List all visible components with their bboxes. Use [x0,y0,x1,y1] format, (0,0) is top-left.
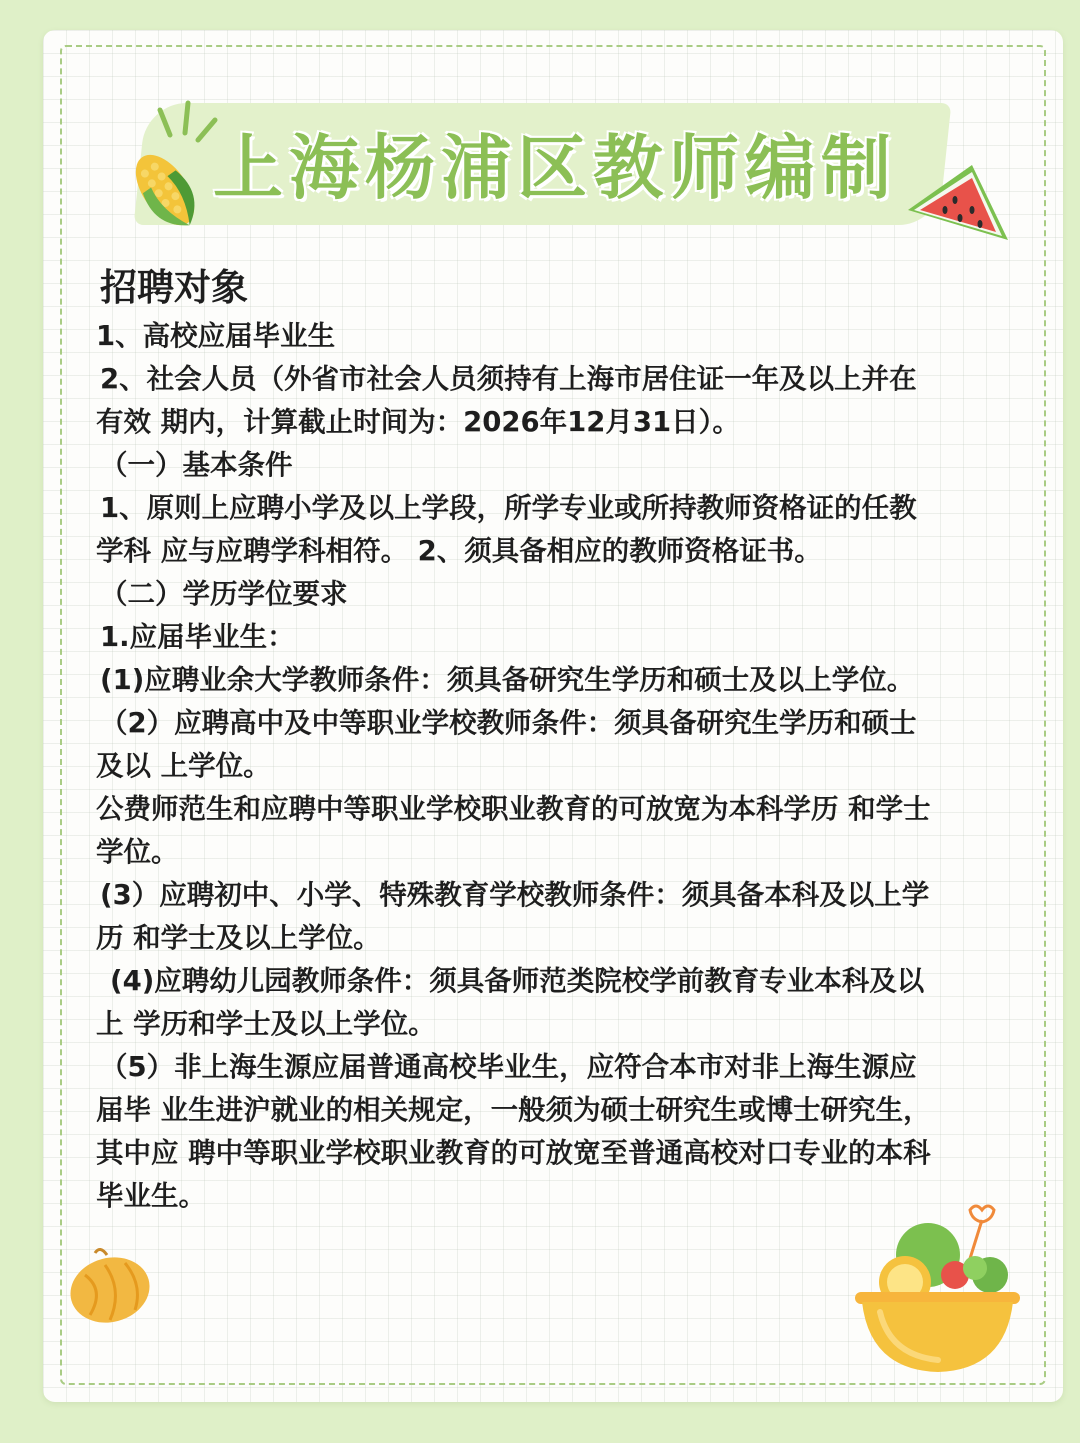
list-item: (4)应聘幼儿园教师条件：须具备师范类院校学前教育专业本科及以 [110,965,925,997]
list-item: （5）非上海生源应届普通高校毕业生，应符合本市对非上海生源应 [100,1051,917,1083]
list-item: 其中应 聘中等职业学校职业教育的可放宽至普通高校对口专业的本科 [96,1137,931,1169]
list-item: 有效 期内，计算截止时间为：2026年12月31日）。 [96,406,740,438]
list-item: （一）基本条件 [100,449,293,481]
page-title: 上海杨浦区教师编制 [213,127,897,209]
list-item: （2）应聘高中及中等职业学校教师条件：须具备研究生学历和硕士 [100,707,917,739]
list-item: 毕业生。 [96,1180,206,1212]
list-item: 上 学历和学士及以上学位。 [96,1008,436,1040]
list-item: 1.应届毕业生： [100,621,295,653]
list-item: 1、原则上应聘小学及以上学段，所学专业或所持教师资格证的任教 [100,492,917,524]
list-item: (1)应聘业余大学教师条件：须具备研究生学历和硕士及以上学位。 [100,664,915,696]
list-item: (3）应聘初中、小学、特殊教育学校教师条件：须具备本科及以上学 [100,879,930,911]
list-item: （二）学历学位要求 [100,578,348,610]
salad-bowl-icon [850,1200,1025,1380]
list-item: 历 和学士及以上学位。 [96,922,381,954]
list-item: 公费师范生和应聘中等职业学校职业教育的可放宽为本科学历 和学士 [96,793,931,825]
list-item: 学科 应与应聘学科相符。 2、须具备相应的教师资格证书。 [96,535,822,567]
watermelon-icon [900,160,1015,260]
list-item: 1、高校应届毕业生 [96,320,336,352]
corn-icon [120,95,220,235]
list-item: 及以 上学位。 [96,750,271,782]
list-item: 学位。 [96,836,179,868]
list-item: 届毕 业生进沪就业的相关规定，一般须为硕士研究生或博士研究生， [96,1094,931,1126]
onion-icon [65,1245,160,1330]
list-item: 2、社会人员（外省市社会人员须持有上海市居住证一年及以上并在 [100,363,917,395]
section-heading: 招聘对象 [100,266,248,309]
